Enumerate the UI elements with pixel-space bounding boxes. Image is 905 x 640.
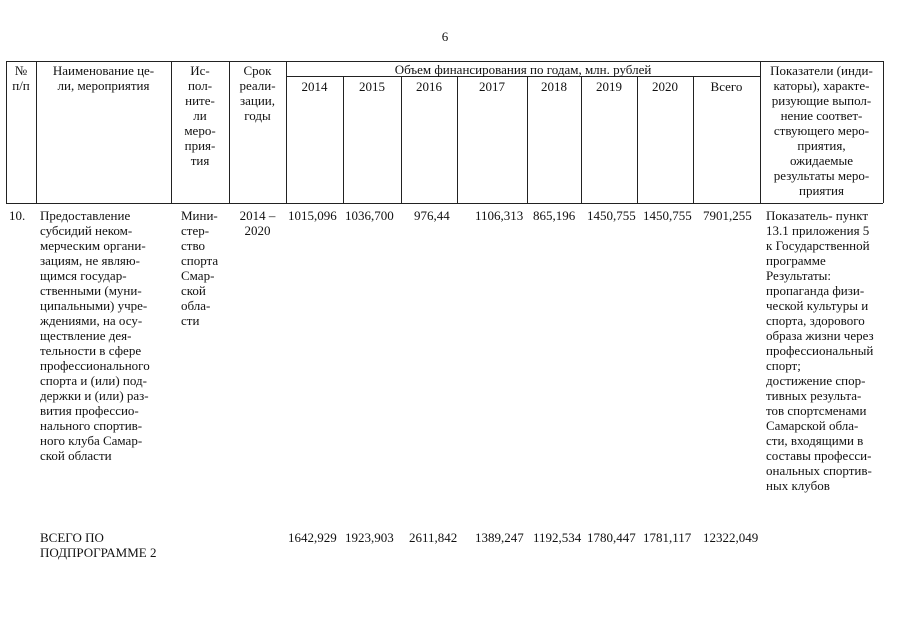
header-year-2014: 2014 [301, 79, 328, 94]
total-value-2014: 1642,929 [288, 530, 337, 545]
total-value-2017: 1389,247 [475, 530, 524, 545]
row-value-2017: 1106,313 [475, 208, 524, 223]
header-year-total: Всего [710, 79, 743, 94]
total-value-2020: 1781,117 [643, 530, 692, 545]
page-number: 6 [441, 29, 449, 44]
header-indicators: Показатели (инди- каторы), характе- ризующие выпол- нение соответ- ствующего меро- приятия, ожидаемые результаты меро- приятия [770, 63, 873, 198]
total-value-total: 12322,049 [703, 530, 759, 545]
header-year-2018: 2018 [541, 79, 567, 94]
header-year-2016: 2016 [416, 79, 442, 94]
row-indicators: Показатель- пункт 13.1 приложения 5 к Государственной программе Результаты: пропаганда физи- ческой культуры и спорта, здорового образа жизни через профессиональный спорт; достижение спор- тивных результа- тов спортсменами Самарской обла- сти, входящими в составы професси- ональных спортив- ных клубов [766, 208, 874, 493]
header-num: № п/п [12, 63, 30, 93]
header-funding-title: Объем финансирования по годам, млн. рублей [394, 62, 652, 77]
header-term: Срок реали- зации, годы [239, 63, 276, 123]
row-value-total: 7901,255 [703, 208, 752, 223]
row-num: 10. [9, 208, 26, 223]
row-term: 2014 – 2020 [239, 208, 276, 238]
total-value-2016: 2611,842 [409, 530, 458, 545]
row-value-2020: 1450,755 [643, 208, 692, 223]
header-year-2015: 2015 [359, 79, 385, 94]
total-value-2018: 1192,534 [533, 530, 582, 545]
total-value-2019: 1780,447 [587, 530, 636, 545]
header-executor: Ис- пол- ните- ли меро- прия- тия [184, 63, 216, 168]
row-value-2015: 1036,700 [345, 208, 394, 223]
header-year-2019: 2019 [596, 79, 622, 94]
row-value-2018: 865,196 [533, 208, 576, 223]
total-value-2015: 1923,903 [345, 530, 394, 545]
row-value-2014: 1015,096 [288, 208, 337, 223]
header-year-2020: 2020 [652, 79, 678, 94]
row-executor: Мини- стер- ство спорта Смар- ской обла- сти [181, 208, 219, 328]
total-label: ВСЕГО ПО ПОДПРОГРАММЕ 2 [40, 530, 157, 560]
row-value-2019: 1450,755 [587, 208, 636, 223]
row-value-2016: 976,44 [414, 208, 450, 223]
header-name: Наименование це- ли, мероприятия [52, 63, 155, 93]
header-year-2017: 2017 [479, 79, 505, 94]
row-name: Предоставление субсидий неком- мерческим органи- зациям, не являю- щимся государ- ственными (муни- ципальными) учре- ждениями, на осу- ществление дея- тельности в сфере профессионального спорта и (или) под- держки и (или) раз- вития профессио- нального спортив- ного клуба Самар- ской области [40, 208, 150, 463]
